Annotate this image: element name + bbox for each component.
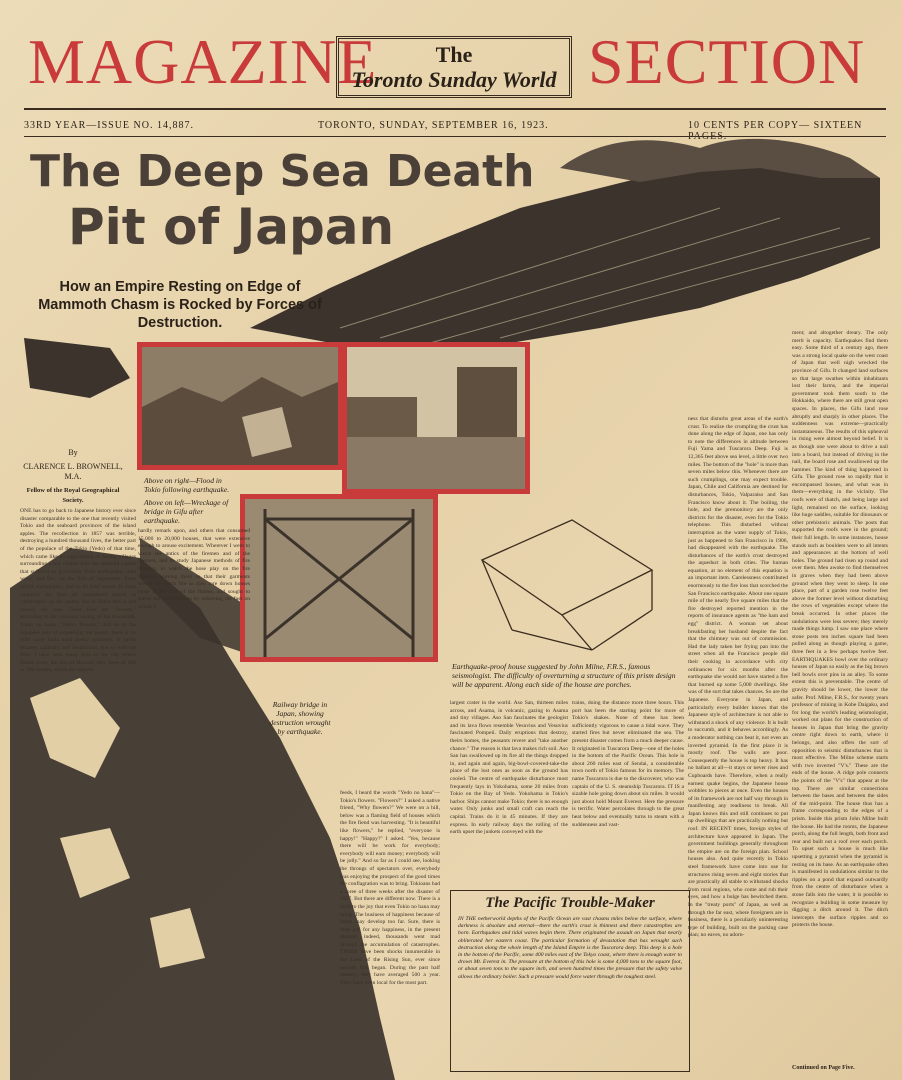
caption-flood: Above on right—Flood in Tokio following earthquake. bbox=[144, 476, 230, 494]
continued-note: Continued on Page Five. bbox=[792, 1065, 855, 1071]
byline-affiliation: Fellow of the Royal Geographical Society. bbox=[26, 487, 120, 504]
caption-wreckage: Above on left—Wreckage of bridge in Gifu after earthquake. bbox=[144, 498, 229, 525]
photo-bridge-wreckage-gifu bbox=[137, 342, 343, 470]
caption-railway: Railway bridge in Japan, showing destruction wrought by earthquake. bbox=[269, 700, 331, 736]
article-column-4: largest crater in the world. Aso San, thirteen miles across, and Asama, in volcanic, gazing to Asama and tiny villages. Aso San fascinates the geologist and its lava flows resemble Vesuvius and Vesuvius fascinated Pompeii. Daily eruptions that destroy, theirs homes, the peasants revere and "take another chance." The reason is that lava makes rich soil. Aso San has swallowed up its fire all the things dropped in, and again and again, big-bowl-covered-take-the place of the lost ones as soon as the ground has cooled. The centre of earthquake disturbance most frequently lays in Yokohama, some 20 miles from Tokio on the Bay of Yedo. Yokohama is Tokio's harbor. Ships cannot make Tokio; there is no enough water. Only junks and small craft can reach the capital. Trains do it in 45 minutes. If they are express. In early railway days the rolling of the earth upset the junkets conveyed with the bbox=[450, 700, 568, 836]
dateline-place-date: TORONTO, SUNDAY, SEPTEMBER 16, 1923. bbox=[318, 120, 549, 131]
railway-bridge-picture bbox=[245, 499, 433, 657]
photo-railway-bridge bbox=[240, 494, 438, 662]
wave-fragment-left bbox=[24, 338, 130, 398]
pacific-trouble-maker-box bbox=[450, 890, 690, 1072]
article-column-5: trains, doing the distance more three hours. This port has been the starting point for more of Tokio's shakes. None of these has been sufficiently vigorous to cause a tidal wave. They started fires but never eliminated the sea. The present disaster comes from a much deeper cause. It originated in Tuscarora Deep—one of the holes in the bottom of the Pacific Ocean. This hole is about 260 miles east of Sendai, a considerable town north of Tokio famous for its memory. The name Tuscarora is due to the discoverer, who was captain of the U. S. steamship Tuscarora. IT IS a sizable hole going down about six miles. It would just about hold Mount Everest. Here the pressure is terrific. Water percolates through to the great heat below and eventually turns to steam with a suddenness and vast- bbox=[572, 700, 684, 828]
headline-line-1: The Deep Sea Death bbox=[30, 146, 535, 197]
masthead-right-word: SECTION bbox=[588, 26, 866, 97]
logo-the: The bbox=[435, 42, 473, 67]
photo-flood-tokio bbox=[342, 342, 530, 494]
wreckage-picture bbox=[142, 347, 338, 465]
article-column-7: ment; and altogether dreary. The only merit is capacity. Earthquakes find them easy. Some third of a century ago, there was a strong local quake on the west coast of Japan that well nigh wrecked the province of Gifu. It changed land surfaces so that large swathes within inhabitants lost their farms, and the imperial government took them south to the Hokkaido, where there are still great open spaces. In places, the Gifu land rose abruptly and sharply in other places. The suddenness was extreme—practically instantaneous. The results of this upheaval in rising were almost beyond belief. It is as though one were about to drive a nail into a board, but instead of driving in the nail, the board rose and swallowed up the hammer. The kind of thing happened in Gifu. The ground rose so rapidly that it encompassed houses, and what was in them—everything in the vicinity. The roofs were of thatch, and being large and light, remained on the surface, looking like huge saddles, suitable for dinosaurs or other prehistoric animals. The posts that supported the roofs were in the ground; their full length. In some instances, house stands such as boulders were to all intents and appearances at the bottom of well holes. The ground had risen up round and over them. Men awoke to find themselves in graves when they had been above ground when they went to sleep. In one place, part of a garden rose twelve feet above the former level without disturbing the rows of vegetables except where the break occurred. In other places the undulations were less severe; they merely made things lump. I saw one place where stone posts ten inches square had been pulled along as though playing a game, three feet in a few perhaps twelve feet. EARTHQUAKES bowl over the ordinary houses of Japan so easily as the big brown bell bowls over pins in an alley. To some extent this is preventable. The centre of gravity should be lower, the lower the safer. Prof. Milne, F.R.S., for twenty years professor of mining in Kobe Daigaku, and for long the world's leading seismologist, worked out plans for the construction of houses in Japan that bring the gravity centre right down to earth, where it belongs, and also offers the sort of opposition to seismic disturbances that is most effective. The Milne scheme starts with two inverted "V's." These are the ends of the house. A ridge pole connects the points of the "V's" that appear at the top. There are similar connections between the bases and between the sides of the mid-point. The house thus has a frame corresponding to the edges of a prism. Inside this prism John Milne built the house. He had the rooms, the Japanese porch, along the full length, both front and rear and built out a roof over each porch. To upset such a house is much like upsetting a pyramid when the pyramid is resting on its base. As an earthquake often is manifested in undulations similar to the ripples on a pond that expand outwardly from the centre of disturbance when a stone falls into the water, it is possible to recognize a building in some measure by digging a ditch around it. The ditch intercepts the surface ripples and so protects the house. bbox=[792, 330, 888, 929]
headline-line-2: Pit of Japan bbox=[68, 198, 395, 256]
article-column-6: ness that disturbs great areas of the earth's crust. To realize the crumpling the crust has done along the edge of Japan, one has only to note the differences in altitude between Fuji Yama and Tuscarora Deep. Fuji is 12,365 feet above sea level, a little over two miles. The bottom of the "hole" is more than seven miles below this. Whenever there are such crumplings, one may expect trouble. Japan, Chile and California are destined for disturbances, Tokio, Valparaiso and San Francisco know about it. The boiling, the hole, and the premonitory are the only districts for the disaster, even for the Tokio telephone. This disturbed without interruption as the water supply of Tokio, just as happened to San Francisco in 1906, had disappeared with the earthquake. The disturbances of the earth's crust destroyed the aqueduct in both cities. The human equation, at no element of this equation is an important item. Carelessness contributed enormously to the fire loss that scorched the San Francisco earthquake. About one square mile of the nearly five square miles that the fire destroyed reported mention in the reports of insurance agents as "the ham and egg" district. A woman set about breakfasting her husband despite the fact that the chimney was out of commission. Had the lady taken her frying pan into the street when all the Francisco people did their cooking in accordance with city ordinances for six months after the earthquake she would not have started a fire that burned up some 5,000 dwellings. She was of the sort that takes chances. So are the Japanese. Everyone in Japan, and particularly every builder knows that the Japanese style of architecture is not able to withstand a shock of any violence. It is built to succumb, and it behaves accordingly. As a moderator nothing can beat it, not even an inverted pyramid. In the first place it is mostly roof. The walls are poor. Consequently the house is top heavy. It has no ballast at all—it stays or never rises and Cupboards have. Therefore, when a really earnest quake begins, the Japanese house wobbles to pieces at once. Even the houses of its framework are not half way through in manifesting any readiness to break. All Japan knows this and still continues to put up dwellings that are practically nothing but roof. IN RECENT times, foreign styles of architecture have appeared in Japan. The government buildings generally throughout the empire are on the foreign plan. School houses also. And quite recently in Tokio steel framework have come into use for structures rising seven and eight stories that are practically all stable to withstand shocks from rural regions, who come and rub their eyes, and how a bulge has bewitched them. In the "treaty ports" of Japan, as well as through the far east, where foreigners are in business, there is a peculiarly uninteresting type of building, built on the packing case plan; no eaves, no adorn- bbox=[688, 416, 788, 939]
sidebar-title: The Pacific Trouble-Maker bbox=[485, 895, 655, 911]
article-column-2: hardly remark upon, and others that consumed 15,000 to 20,000 houses, that were extensive enough to arouse excitement. Wherever I went to watch the antics of the firemen and of the firemen, and to study Japanese methods of fire fighting, to watch the hose play on the fire fighters, soaking them so that their garments would not catch fire as they tore down houses close in the line of the flames, and sought to starve the conflagration by removing the fuel on which it bbox=[138, 528, 250, 610]
byline-author: CLARENCE L. BROWNELL, M.A. bbox=[23, 462, 123, 481]
masthead-rule-top bbox=[24, 108, 886, 110]
subheadline: How an Empire Resting on Edge of Mammoth Chasm is Rocked by Forces of Destruction. bbox=[38, 279, 322, 331]
issue-number: 33RD YEAR—ISSUE NO. 14,887. bbox=[24, 120, 194, 131]
caption-house: Earthquake-proof house suggested by John Milne, F.R.S., famous seismologist. The difficulty of overturning a structure of this prism design will be apparent. Along each side of the house are porches. bbox=[452, 662, 676, 689]
newspaper-logo bbox=[336, 36, 572, 98]
byline bbox=[18, 448, 128, 506]
flood-picture bbox=[347, 347, 525, 489]
byline-by: By bbox=[68, 448, 78, 457]
article-column-1: ONE has to go back to Japanese history ever since disaster comparable to the one that recently visited Tokio and the seaboard provinces of the island apples. The recollection in 1857 was terrible, destroying a hundred thousand lives, the better part of the populace of the Tokio (Yedo) of that time, which came like an aggravation of falling villages surrounding a few centres than the splendid capital that suffered so grievously from earthquake, tidal wave, and fire, on the first of September. Even before earthquakes, and so do tidal waves. In most countries the fires are considered almost as catastrophic as the quake, but in Tokio this is not usually the case. There fires are "flowers," according to the common saying of the townsfolk. Tokio no hana, "Yedo's flowers," and so in the Japanese way of expressing the poetic, there is no tidal wave lacks such poetic synonym. It spells disaster, calamity, and destruction. Not so with the fires. I have seen many fires in the city where Tenshi lives, the Son of Heaven; they were of 100 or 500 houses, which the natives bbox=[20, 508, 136, 674]
price-line: 10 CENTS PER COPY— SIXTEEN bbox=[688, 120, 863, 131]
logo-name: Toronto Sunday World bbox=[351, 67, 557, 92]
sidebar-body: IN THE netherworld depths of the Pacific Ocean are vast chasms miles below the surface, where darkness is absolute and eternal—there the earth's crust is thinnest and there catastrophes are born. Earthquakes and tidal waves begin there. There originated the assault on Japan that nearly obliterated her eastern coast. The particular formation of devastation that has wrought such destruction along the whole length of the Island Empire is the Tuscarora deep. This deep is a hole in the bottom of the Pacific, some 400 miles east of the Tokyo coast, where there is enough water to drown Mt. Everest in. The pressure at the bottom of this hole is some 4,000 tons to the square foot, or about seven tons to the square inch, and seven hundred times the pressure that the safety valve allows the ordinary boiler. Such a pressure would force water through the toughest steel. bbox=[458, 916, 682, 980]
masthead-left-word: MAGAZINE bbox=[28, 26, 378, 97]
article-column-3: feeds, I heard the words "Yedo no hana"—Tokio's flowers. "Flowers?" I asked a native friend, "Why flowers?" We were on a hill, below was a flaming field of houses which the fire fiend was harvesting. "It is beautiful like flowers," he replied, "everyone is happy!" "Happy?" I asked. "Yes, because there will be work for everybody; everybody will earn money; everybody will be jolly." And so far as I could see, looking the throngs of spectators over, everybody was enjoying the prospect of the good times the conflagration was to bring. Tokioans had a spree of three weeks after the disaster of 1857. But there are different now. There is a limit to the joy that even Tokio no hana may bring. The business of happiness because of burns may develop too far. Sure, there is little joy, for any happiness, in the present disaster, indeed, thousands went mad through the accumulation of catastrophes. THERE have been shocks innumerable in the Land of the Rising Sun, ever since records first began. During the past half century, they have averaged 500 a year. They have been local for the most part. bbox=[340, 790, 440, 986]
milne-house-diagram bbox=[452, 500, 664, 660]
masthead-rule-bottom bbox=[24, 136, 886, 137]
